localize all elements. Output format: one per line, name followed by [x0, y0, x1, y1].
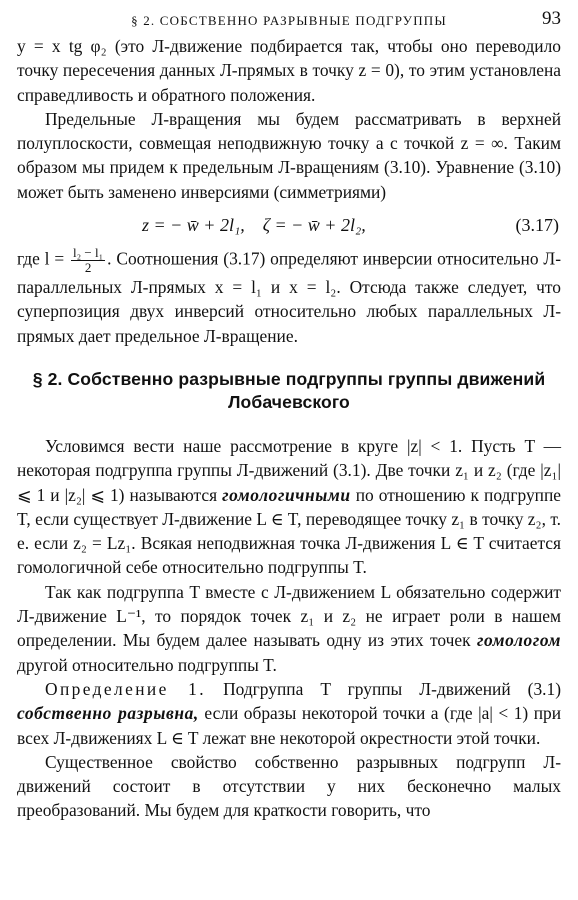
paragraph-homologous-start: Условимся вести наше рассмотрение в круге |z| < 1. Пусть T — некоторая подгруппа группы Л-движений (3.1). Две точки z₁ и z₂ (где |z₁| ⩽ 1 и |z₂| ⩽ 1) называются — [17, 435, 561, 505]
term-homologous: гомологичными — [222, 484, 351, 505]
equation-right: ζ = − w̄ + 2l₂, — [262, 215, 366, 236]
paragraph-limit-rotations: Предельные Л-вращения мы будем рассматривать в верхней полуплоскости, совмещая неподвижную точку a с точкой z = ∞. Таким образом мы придем к предельным Л-вращениям (3.10). Уравнение (3.10) может быть заменено инверсиями (симметриями) — [17, 108, 561, 202]
section-heading: § 2. Собственно разрывные подгруппы группы движений Лобачевского — [32, 368, 546, 412]
paragraph-essential-property: Существенное свойство собственно разрывных подгрупп Л-движений состоит в отсутствии у них бесконечно малых преобразований. Мы будем для краткости говорить, что — [17, 751, 561, 821]
fraction-l — [71, 246, 105, 275]
running-title: § 2. СОБСТВЕННО РАЗРЫВНЫЕ ПОДГРУППЫ — [131, 13, 447, 28]
paragraph-definition-1 — [17, 677, 561, 750]
paragraph-continuation: y = x tg φ₂ (это Л-движение подбирается так, чтобы оно переводило точку пересечения данных Л-прямых в точку z = 0), то этим установлена справедливость и обратного положения. — [17, 36, 561, 105]
paragraph-inversions-start: где l = — [17, 248, 65, 269]
page-number: 93 — [542, 8, 561, 29]
paragraph-order-start: Так как подгруппа T вместе с Л-движением L обязательно содержит Л-движение L⁻¹, то порядок точек z₁ и z₂ не играет роли в нашем определении. Мы будем далее называть одну из этих точек — [17, 581, 561, 651]
paragraph-inversions-rest: . Соотношения (3.17) определяют инверсии относительно Л-параллельных Л-прямых x = l₁ и x = l₂. Отсюда также следует, что суперпозиция двух инверсий относительно любых параллельных Л-прямых дает предельное Л-вращение. — [17, 248, 561, 346]
paragraph-order — [17, 580, 561, 677]
term-homolog: гомологом — [476, 630, 561, 651]
fraction-denominator: 2 — [84, 260, 92, 276]
equation-left: z = − w̄ + 2l₁, — [142, 215, 245, 236]
equation-body — [142, 204, 366, 246]
term-properly-discontinuous: собственно разрывна, — [17, 703, 199, 724]
page-header — [17, 8, 561, 34]
paragraph-homologous-rest: по отношению к подгруппе T, если существует Л-движение L ∈ T, переводящее точку z₁ в точку z₂, т. е. если z₂ = Lz₁. Всякая неподвижная точка Л-движения L ∈ T считается гомологичной себе относительно подгруппы T. — [17, 484, 561, 578]
paragraph-homologous — [17, 434, 561, 580]
equation-3-17 — [17, 204, 561, 246]
paragraph-inversions — [17, 246, 561, 348]
definition-start: Подгруппа T группы Л-движений (3.1) — [223, 678, 561, 699]
definition-rest: если образы некоторой точки a (где |a| < 1) при всех Л-движениях L ∈ T лежат вне некоторой окрестности этой точки. — [17, 703, 562, 748]
equation-number: (3.17) — [515, 215, 559, 236]
fraction-numerator: l₂ − l₁ — [73, 245, 104, 261]
definition-label: Определение 1. — [45, 678, 207, 699]
paragraph-order-rest: другой относительно подгруппы T. — [17, 654, 277, 675]
